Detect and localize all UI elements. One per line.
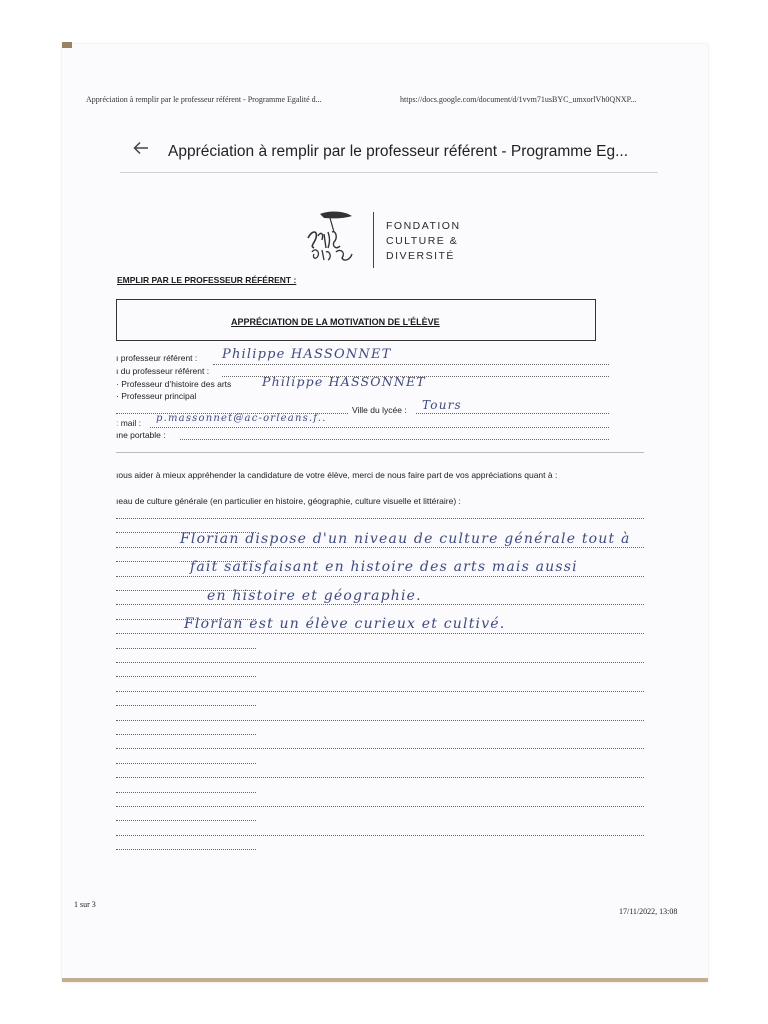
answer-dotted-line <box>116 835 644 836</box>
answer-dotted-line <box>116 748 644 749</box>
fondation-logo-mark <box>300 208 366 268</box>
answer-dotted-line <box>116 633 644 634</box>
logo-line-3: DIVERSITÉ <box>386 250 455 262</box>
print-doc-name: Appréciation à remplir par le professeur référent - Programme Egalité d... <box>86 95 322 104</box>
handwritten-ville: Tours <box>422 398 462 412</box>
print-datetime: 17/11/2022, 13:08 <box>619 907 678 916</box>
handwritten-prof-referent: Philippe HASSONNET <box>222 347 392 362</box>
label-prof-histoire-arts: · Professeur d’histoire des arts <box>116 379 232 389</box>
handwritten-answer-line-1: Florian dispose d'un niveau de culture générale tout à <box>180 531 631 547</box>
logo-divider <box>373 212 374 268</box>
dotted-line <box>180 439 609 440</box>
intro-text: ıous aider à mieux appréhender la candidature de votre élève, merci de nous faire part de vos appréciations quant à : <box>116 470 558 480</box>
answer-dotted-line <box>116 691 644 692</box>
box-title: APPRÉCIATION DE LA MOTIVATION DE L’ÉLÈVE <box>231 317 440 327</box>
page-edge-shadow <box>62 42 72 48</box>
question-text: ıeau de culture générale (en particulier en histoire, géographie, culture visuelle et littéraire) : <box>116 496 461 506</box>
label-phone: ıne portable : <box>116 430 166 440</box>
handwritten-answer-line-2: fait satisfaisant en histoire des arts mais aussi <box>190 559 578 575</box>
label-prof-principal: · Professeur principal <box>116 391 197 401</box>
page-number: 1 sur 3 <box>74 900 96 909</box>
label-du-prof-referent: ı du professeur référent : <box>116 366 210 376</box>
answer-dotted-line <box>116 604 644 605</box>
title-divider <box>120 172 658 173</box>
print-url: https://docs.google.com/document/d/1vvm71usBYC_umxorlVh0QNXP... <box>400 95 637 104</box>
dotted-line <box>416 413 609 414</box>
answer-dotted-line <box>116 547 644 548</box>
answer-dotted-line <box>116 676 256 677</box>
page-edge-shadow <box>62 978 708 982</box>
answer-dotted-line <box>116 518 644 519</box>
answer-dotted-line <box>116 763 256 764</box>
doc-title: Appréciation à remplir par le professeur référent - Programme Eg... <box>168 143 629 160</box>
answer-dotted-line <box>116 820 256 821</box>
label-email: ː mail : <box>116 418 142 428</box>
answer-dotted-line <box>116 648 256 649</box>
label-prof-referent: ı professeur référent : <box>116 353 198 363</box>
answer-dotted-line <box>116 662 644 663</box>
answer-dotted-line <box>116 734 256 735</box>
answer-dotted-line <box>116 720 644 721</box>
logo-line-2: CULTURE & <box>386 235 459 247</box>
section-divider <box>116 452 644 453</box>
dotted-line <box>150 427 609 428</box>
dotted-line <box>213 364 609 365</box>
answer-dotted-line <box>116 576 644 577</box>
section-heading: EMPLIR PAR LE PROFESSEUR RÉFÉRENT : <box>117 275 297 285</box>
handwritten-answer-line-3: en histoire et géographie. <box>207 588 422 604</box>
handwritten-answer-line-4: Florian est un élève curieux et cultivé. <box>184 616 506 632</box>
label-ville-lycee: Ville du lycée : <box>352 405 407 415</box>
answer-dotted-line <box>116 806 644 807</box>
answer-dotted-line <box>116 777 644 778</box>
handwritten-email: p.massonnet@ac-orleans.f.. <box>156 413 327 424</box>
scanned-page <box>62 44 708 982</box>
answer-dotted-line <box>116 849 256 850</box>
handwritten-prof-histoire-arts: Philippe HASSONNET <box>262 374 426 389</box>
answer-dotted-line <box>116 792 256 793</box>
answer-dotted-line <box>116 705 256 706</box>
logo-line-1: FONDATION <box>386 220 461 232</box>
arrow-left-icon <box>133 139 149 160</box>
